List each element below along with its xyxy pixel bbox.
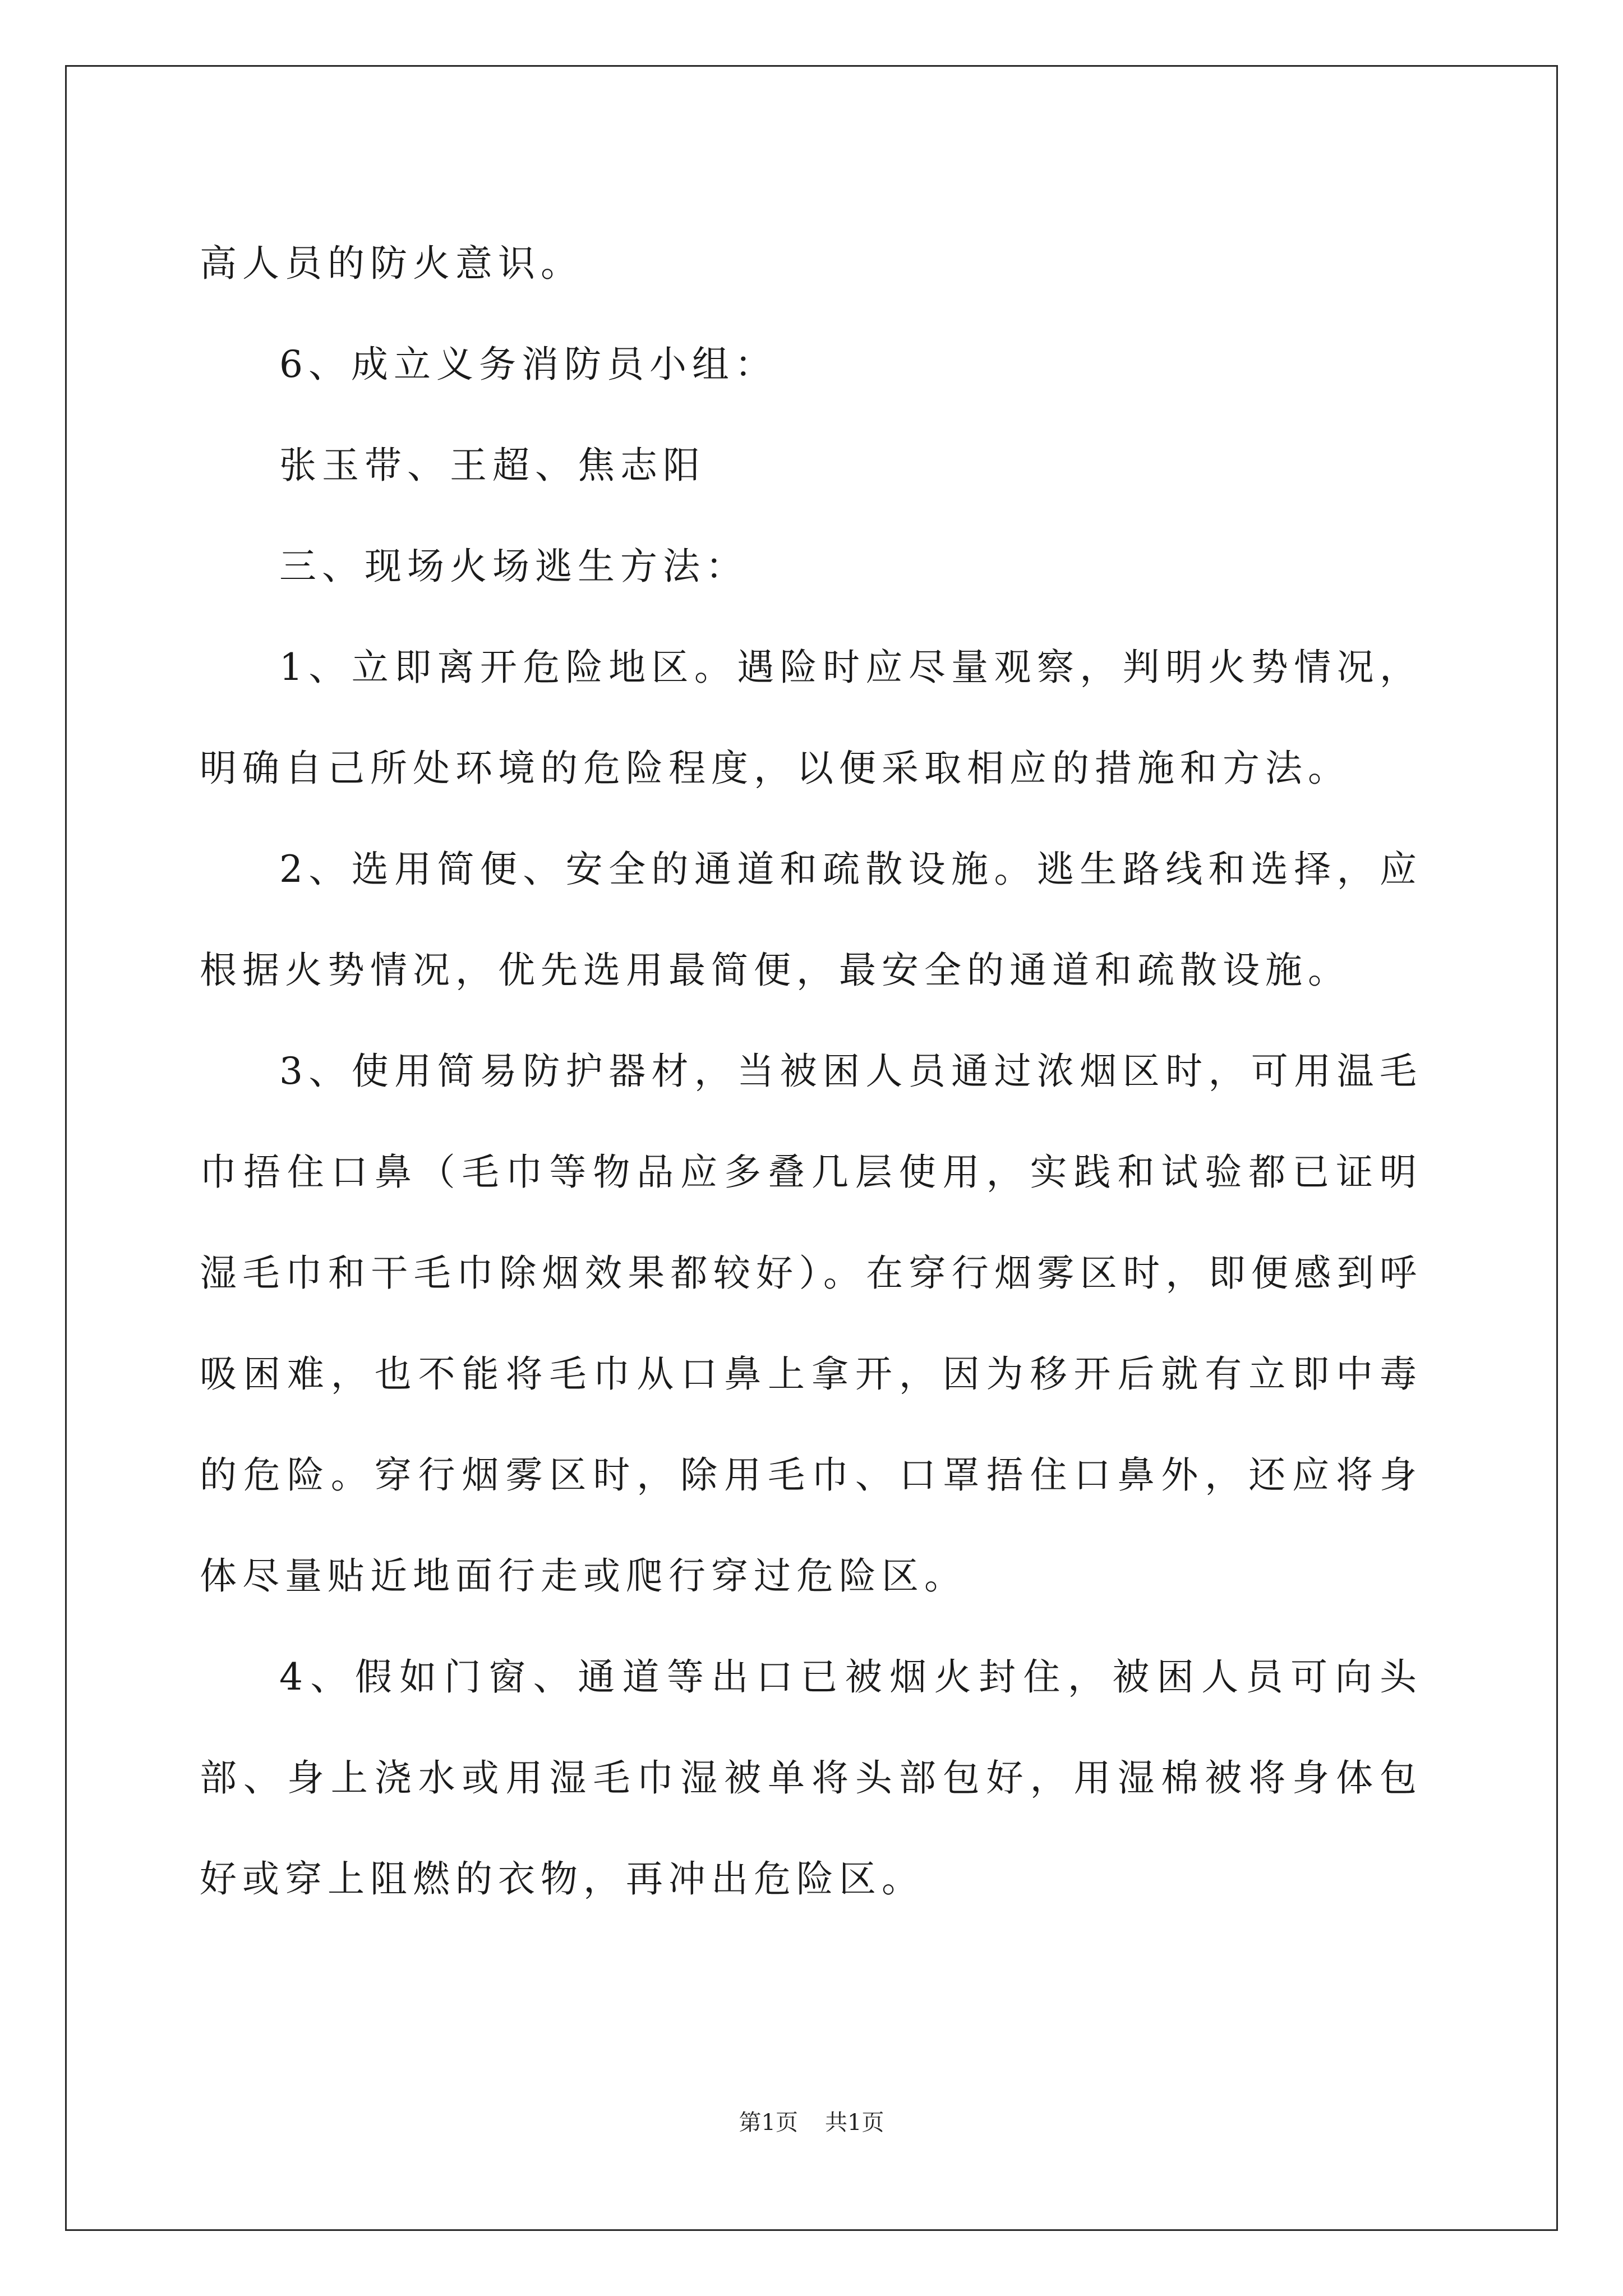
paragraph-5: 1、立即离开危险地区。遇险时应尽量观察，判明火势情况，明确自己所处环境的危险程度，以便采取相应的措施和方法。 bbox=[200, 646, 1422, 790]
document-body bbox=[200, 213, 1422, 1930]
paragraph-1: 高人员的防火意识。 bbox=[200, 242, 583, 285]
paragraph-6: 2、选用简便、安全的通道和疏散设施。逃生路线和选择，应根据火势情况，优先选用最简便，最安全的通道和疏散设施。 bbox=[200, 848, 1422, 992]
section-heading: 三、现场火场逃生方法： bbox=[279, 545, 748, 588]
page-number: 第1页 bbox=[739, 2110, 798, 2136]
paragraph-8: 4、假如门窗、通道等出口已被烟火封住，被困人员可向头部、身上浇水或用湿毛巾湿被单将头部包好，用湿棉被将身体包好或穿上阻燃的衣物，再冲出危险区。 bbox=[200, 1655, 1422, 1901]
paragraph-2: 6、成立义务消防员小组： bbox=[279, 343, 777, 386]
page-total: 共1页 bbox=[825, 2110, 884, 2136]
page-footer bbox=[0, 2106, 1623, 2139]
paragraph-7: 3、使用简易防护器材，当被困人员通过浓烟区时，可用温毛巾捂住口鼻（毛巾等物品应多叠几层使用，实践和试验都已证明湿毛巾和干毛巾除烟效果都较好）。在穿行烟雾区时，即便感到呼吸困难，也不能将毛巾从口鼻上拿开，因为移开后就有立即中毒的危险。穿行烟雾区时，除用毛巾、口罩捂住口鼻外，还应将身体尽量贴近地面行走或爬行穿过危险区。 bbox=[200, 1050, 1422, 1598]
paragraph-3: 张玉带、王超、焦志阳 bbox=[279, 444, 706, 487]
